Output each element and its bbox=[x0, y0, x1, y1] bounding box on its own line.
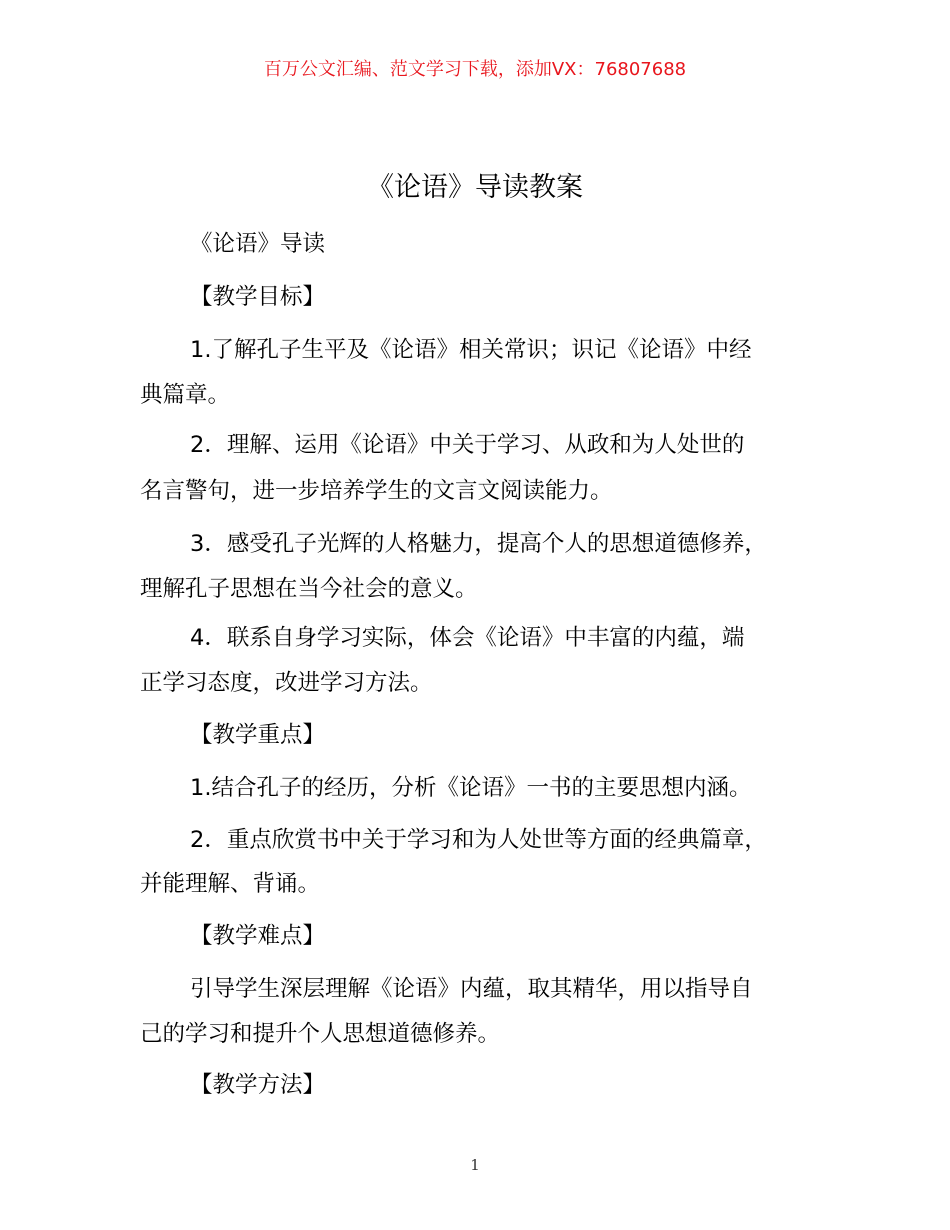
document-subtitle: 《论语》导读 bbox=[190, 231, 326, 257]
difficulty-line-2: 己的学习和提升个人思想道德修养。 bbox=[140, 1021, 501, 1047]
document-title: 《论语》导读教案 bbox=[367, 172, 583, 203]
objectives-heading: 【教学目标】 bbox=[190, 284, 326, 310]
methods-heading: 【教学方法】 bbox=[190, 1072, 326, 1098]
key-points-heading: 【教学重点】 bbox=[190, 722, 326, 748]
key-point-1: 1.结合孔子的经历，分析《论语》一书的主要思想内涵。 bbox=[190, 775, 752, 801]
objective-4-line-1: 4．联系自身学习实际，体会《论语》中丰富的内蕴，端 bbox=[190, 625, 745, 651]
objective-3-line-2: 理解孔子思想在当今社会的意义。 bbox=[140, 576, 478, 602]
objective-1-line-1: 1.了解孔子生平及《论语》相关常识；识记《论语》中经 bbox=[190, 337, 752, 363]
objective-4-line-2: 正学习态度，改进学习方法。 bbox=[140, 670, 433, 696]
objective-3-line-1: 3．感受孔子光辉的人格魅力，提高个人的思想道德修养， bbox=[190, 531, 767, 557]
page-number: 1 bbox=[470, 1156, 480, 1174]
difficulties-heading: 【教学难点】 bbox=[190, 923, 326, 949]
objective-1-line-2: 典篇章。 bbox=[140, 382, 231, 408]
difficulty-line-1: 引导学生深层理解《论语》内蕴，取其精华，用以指导自 bbox=[190, 976, 753, 1002]
objective-2-line-2: 名言警句，进一步培养学生的文言文阅读能力。 bbox=[140, 478, 613, 504]
header-banner: 百万公文汇编、范文学习下载，添加VX：76807688 bbox=[263, 59, 687, 80]
objective-2-line-1: 2．理解、运用《论语》中关于学习、从政和为人处世的 bbox=[190, 432, 745, 458]
key-point-2-line-1: 2．重点欣赏书中关于学习和为人处世等方面的经典篇章， bbox=[190, 827, 767, 853]
key-point-2-line-2: 并能理解、背诵。 bbox=[140, 871, 321, 897]
